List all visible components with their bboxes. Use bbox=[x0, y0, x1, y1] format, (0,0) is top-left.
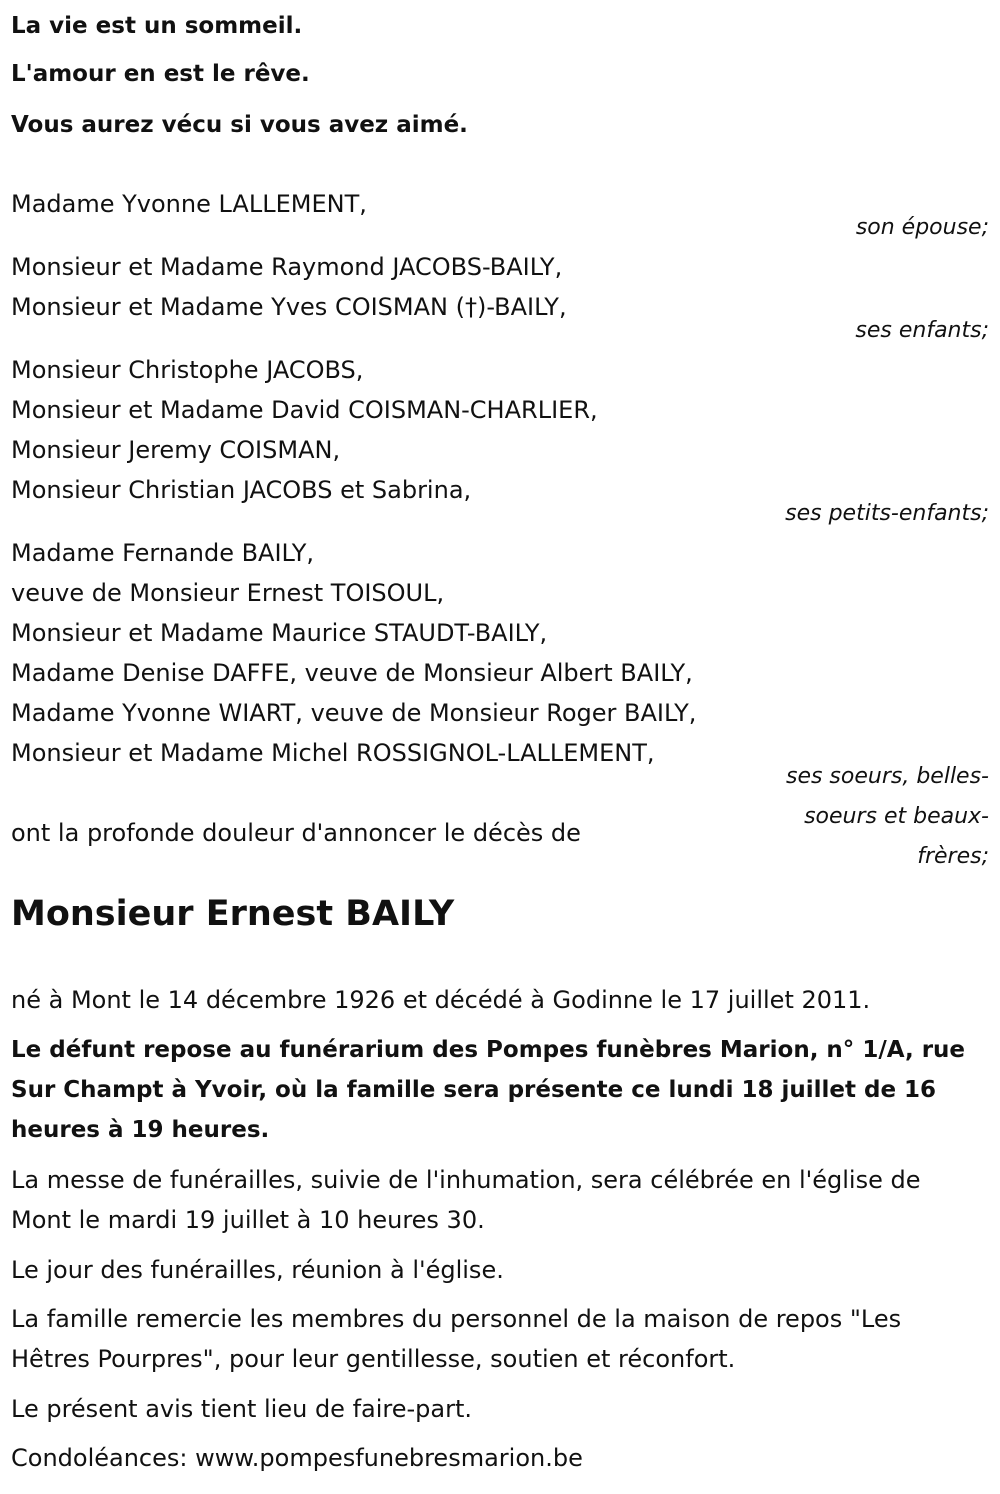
grandchild-name: Monsieur et Madame David COISMAN-CHARLIER, bbox=[11, 396, 598, 424]
announcement-text: ont la profonde douleur d'annoncer le décès de bbox=[11, 819, 581, 847]
quote-line-2: L'amour en est le rêve. bbox=[11, 61, 310, 87]
meeting-text: Le jour des funérailles, réunion à l'église. bbox=[11, 1256, 504, 1284]
mass-text: La messe de funérailles, suivie de l'inhumation, sera célébrée en l'église de Mont le mardi 19 juillet à 10 heures 30. bbox=[11, 1166, 921, 1234]
sibling-name: Monsieur et Madame Maurice STAUDT-BAILY, bbox=[11, 619, 548, 647]
quote-line-3: Vous aurez vécu si vous avez aimé. bbox=[11, 112, 468, 138]
sibling-name: veuve de Monsieur Ernest TOISOUL, bbox=[11, 579, 445, 607]
role-children: ses enfants; bbox=[855, 318, 989, 343]
sibling-name: Monsieur et Madame Michel ROSSIGNOL-LALLEMENT, bbox=[11, 739, 655, 767]
condolences-text: Condoléances: www.pompesfunebresmarion.be bbox=[11, 1444, 583, 1472]
spouse-name: Madame Yvonne LALLEMENT, bbox=[11, 190, 367, 218]
grandchild-name: Monsieur Christian JACOBS et Sabrina, bbox=[11, 476, 472, 504]
role-siblings: ses soeurs, belles-soeurs et beaux-frères; bbox=[785, 764, 989, 869]
thanks-text: La famille remercie les membres du personnel de la maison de repos "Les Hêtres Pourpres", pour leur gentillesse, soutien et réconfort. bbox=[11, 1305, 902, 1373]
sibling-name: Madame Yvonne WIART, veuve de Monsieur Roger BAILY, bbox=[11, 699, 697, 727]
role-grandchildren: ses petits-enfants; bbox=[785, 501, 989, 526]
quote-line-1: La vie est un sommeil. bbox=[11, 13, 303, 39]
sibling-name: Madame Denise DAFFE, veuve de Monsieur Albert BAILY, bbox=[11, 659, 693, 687]
sibling-name: Madame Fernande BAILY, bbox=[11, 539, 315, 567]
birth-death-text: né à Mont le 14 décembre 1926 et décédé à Godinne le 17 juillet 2011. bbox=[11, 986, 871, 1014]
notice-text: Le présent avis tient lieu de faire-part. bbox=[11, 1395, 473, 1423]
role-spouse: son épouse; bbox=[855, 215, 989, 240]
grandchild-name: Monsieur Jeremy COISMAN, bbox=[11, 436, 341, 464]
child-name: Monsieur et Madame Raymond JACOBS-BAILY, bbox=[11, 253, 563, 281]
deceased-name: Monsieur Ernest BAILY bbox=[11, 894, 455, 934]
grandchild-name: Monsieur Christophe JACOBS, bbox=[11, 356, 364, 384]
funerarium-text: Le défunt repose au funérarium des Pompes funèbres Marion, n° 1/A, rue Sur Champt à Yvoir, où la famille sera présente ce lundi 18 juillet de 16 heures à 19 heures. bbox=[11, 1037, 966, 1143]
child-name: Monsieur et Madame Yves COISMAN (†)-BAILY, bbox=[11, 293, 567, 321]
